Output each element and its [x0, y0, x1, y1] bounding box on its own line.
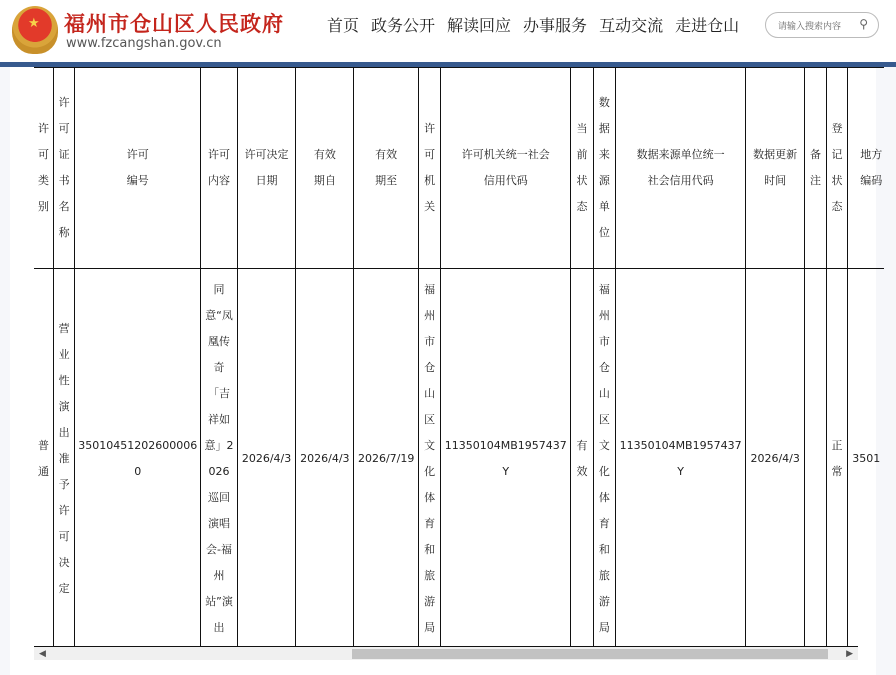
- header-cell: 许可机关统一社会信用代码: [441, 68, 571, 269]
- scroll-left-arrow-icon[interactable]: ◀: [39, 649, 46, 659]
- cell-license-number: 350104512026000060: [75, 269, 201, 647]
- cell-license-content: 同意“凤凰传奇「吉祥如意」2026巡回演唱会-福州站”演出: [201, 269, 238, 647]
- horizontal-scrollbar[interactable]: [34, 646, 858, 660]
- site-url: www.fzcangshan.gov.cn: [66, 36, 222, 51]
- site-title[interactable]: 福州市仓山区人民政府: [64, 11, 284, 36]
- nav-government-affairs[interactable]: 政务公开: [371, 16, 436, 35]
- cell-decision-date: 2026/4/3: [237, 269, 295, 647]
- header-cell: 许可证书名称: [53, 68, 74, 269]
- nav-interaction[interactable]: 互动交流: [599, 16, 664, 35]
- header-cell: 地方编码: [848, 68, 884, 269]
- search-placeholder: 请输入搜索内容: [778, 22, 842, 32]
- header-cell: 有效期自: [296, 68, 354, 269]
- cell-registration-status: 正常: [826, 269, 847, 647]
- cell-data-source: 福州市仓山区文化体育和旅游局: [593, 269, 615, 647]
- header-cell: 登记状态: [826, 68, 847, 269]
- nav-about[interactable]: 走进仓山: [675, 16, 740, 35]
- header-cell: 许可内容: [201, 68, 238, 269]
- cell-license-type: 普通: [34, 269, 53, 647]
- cell-valid-from: 2026/4/3: [296, 269, 354, 647]
- search-icon[interactable]: ⚲: [859, 17, 868, 31]
- header-cell: 许可机关: [418, 68, 440, 269]
- header-cell: 数据来源单位: [593, 68, 615, 269]
- scroll-right-arrow-icon[interactable]: ▶: [846, 649, 853, 659]
- site-header: [0, 0, 896, 62]
- header-cell: 备注: [805, 68, 826, 269]
- license-table-container: [34, 67, 884, 646]
- table-header-row: [34, 68, 884, 269]
- header-cell: 当前状态: [571, 68, 593, 269]
- cell-data-source-code: 11350104MB1957437Y: [616, 269, 746, 647]
- cell-certificate-name: 营业性演出准予许可决定: [53, 269, 74, 647]
- header-cell: 有效期至: [354, 68, 418, 269]
- cell-update-time: 2026/4/3: [746, 269, 805, 647]
- header-cell: 许可决定日期: [237, 68, 295, 269]
- main-nav: [327, 13, 739, 36]
- scrollbar-thumb[interactable]: [352, 649, 828, 659]
- header-cell: 许可编号: [75, 68, 201, 269]
- table-row: [34, 269, 884, 647]
- cell-status: 有效: [571, 269, 593, 647]
- header-cell: 数据更新时间: [746, 68, 805, 269]
- header-cell: 数据来源单位统一社会信用代码: [616, 68, 746, 269]
- cell-local-code: 3501: [848, 269, 884, 647]
- header-cell: 许可类别: [34, 68, 53, 269]
- cell-authority: 福州市仓山区文化体育和旅游局: [418, 269, 440, 647]
- cell-authority-code: 11350104MB1957437Y: [441, 269, 571, 647]
- nav-home[interactable]: 首页: [327, 16, 360, 35]
- license-table: [34, 67, 884, 646]
- nav-interpretation[interactable]: 解读回应: [447, 16, 512, 35]
- search-input[interactable]: [765, 12, 879, 38]
- national-emblem-icon: ★: [12, 6, 58, 54]
- nav-services[interactable]: 办事服务: [523, 16, 588, 35]
- cell-valid-to: 2026/7/19: [354, 269, 418, 647]
- cell-remark: [805, 269, 826, 647]
